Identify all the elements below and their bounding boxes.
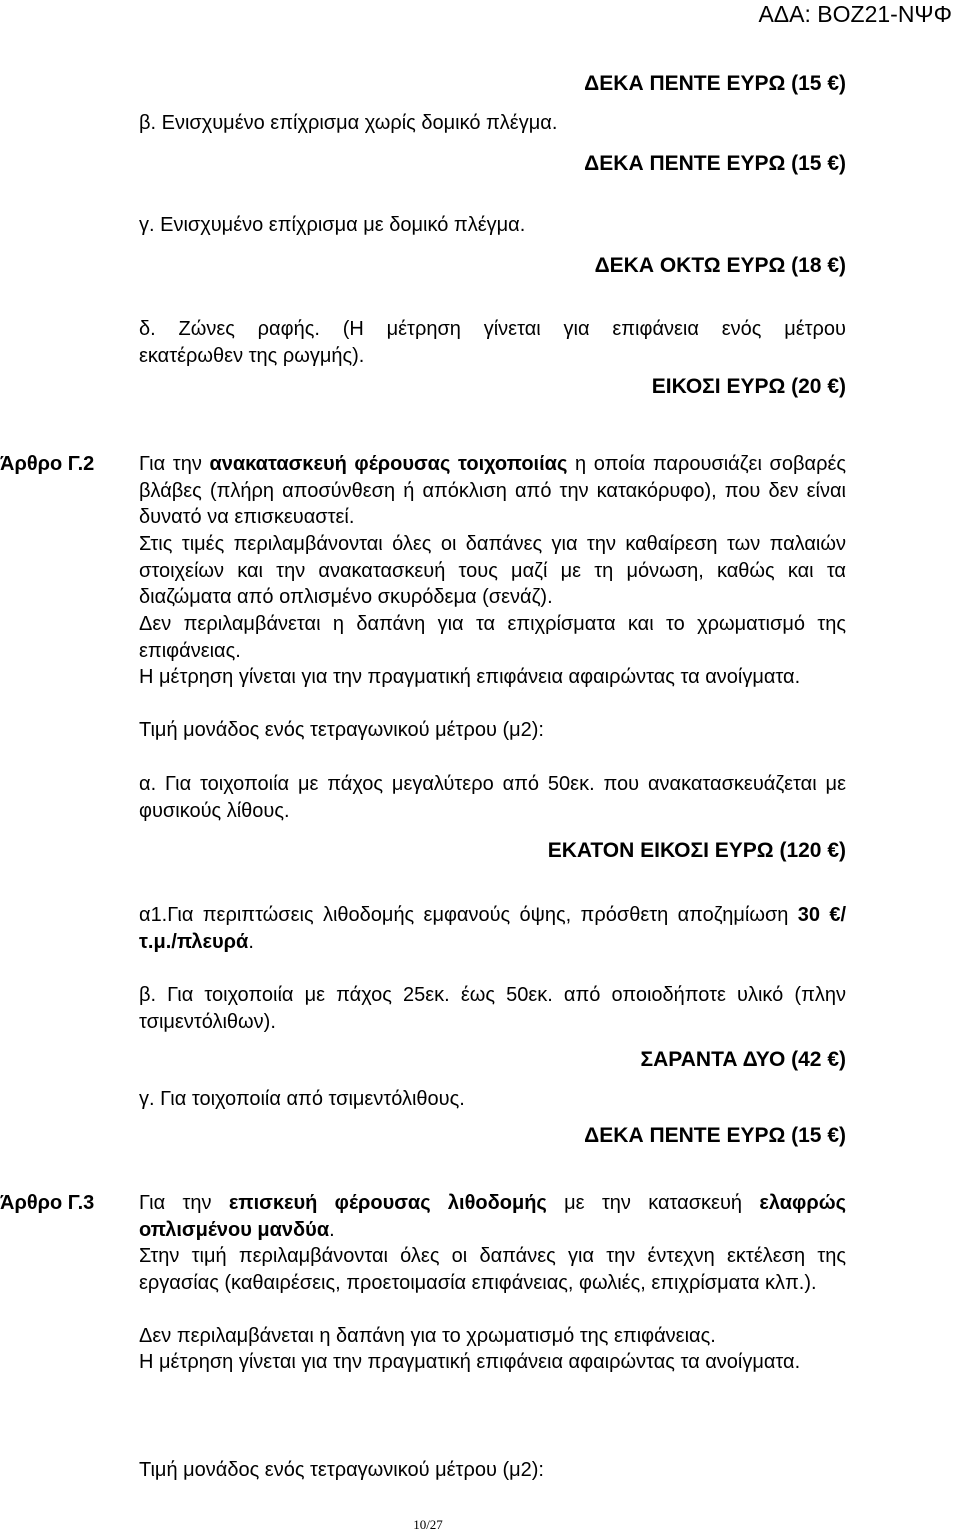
price-line: ΕΙΚΟΣΙ ΕΥΡΩ (20 €) (651, 375, 846, 398)
article-g2-costs: Στις τιμές περιλαμβάνονται όλες οι δαπάνες για την καθαίρεση των παλαιών στοιχείων και την ανακατασκευή τους μαζί με τη μόνωση, καθώς και τα διαζώματα από οπλισμένο σκυρόδεμα (σενάζ). (139, 533, 846, 608)
article-g3-costs: Στην τιμή περιλαμβάνονται όλες οι δαπάνες για την έντεχνη εκτέλεση της εργασίας (καθαιρέσεις, προετοιμασία επιφάνειας, φωλιές, επιχρίσματα κλπ.). (139, 1245, 846, 1294)
item-delta-line2: εκατέρωθεν της ρωγμής). (139, 345, 365, 367)
price-line: ΔΕΚΑ ΠΕΝΤΕ ΕΥΡΩ (15 €) (584, 72, 846, 95)
article-g2-exclusion: Δεν περιλαμβάνεται η δαπάνη για τα επιχρίσματα και το χρωματισμό της επιφάνειας. (139, 613, 846, 662)
article-g2-alpha1: α1.Για περιπτώσεις λιθοδομής εμφανούς όψης, πρόσθετη αποζημίωση 30 €/τ.μ./πλευρά. (139, 904, 847, 953)
article-g3-intro: Για την επισκευή φέρουσας λιθοδομής με την κατασκευή ελαφρώς οπλισμένου μανδύα. (139, 1192, 846, 1241)
article-g2-beta: β. Για τοιχοποιία με πάχος 25εκ. έως 50εκ. από οποιοδήποτε υλικό (πλην τσιμεντόλιθων). (139, 984, 846, 1033)
article-g2-unit-price: Τιμή μονάδος ενός τετραγωνικού μέτρου (μ2): (139, 719, 544, 741)
article-g3-unit-price: Τιμή μονάδος ενός τετραγωνικού μέτρου (μ2): (139, 1459, 544, 1481)
article-g2-measurement: Η μέτρηση γίνεται για την πραγματική επιφάνεια αφαιρώντας τα ανοίγματα. (139, 666, 801, 688)
page-number: 10/27 (413, 1517, 443, 1532)
item-delta-line1: δ. Ζώνες ραφής. (Η μέτρηση γίνεται για επιφάνεια ενός μέτρου (139, 318, 846, 340)
price-line: ΔΕΚΑ ΠΕΝΤΕ ΕΥΡΩ (15 €) (584, 1124, 846, 1147)
price-line: ΔΕΚΑ ΠΕΝΤΕ ΕΥΡΩ (15 €) (584, 152, 846, 175)
article-label-g3: Άρθρο Γ.3 (0, 1192, 95, 1214)
article-label-g2: Άρθρο Γ.2 (0, 453, 95, 475)
item-gamma: γ. Ενισχυμένο επίχρισμα με δομικό πλέγμα. (139, 214, 526, 236)
article-g2-alpha: α. Για τοιχοποιία με πάχος μεγαλύτερο από 50εκ. που ανακατασκευάζεται με φυσικούς λίθους. (139, 773, 846, 822)
price-line: ΔΕΚΑ ΟΚΤΩ ΕΥΡΩ (18 €) (594, 254, 846, 277)
article-g2-gamma: γ. Για τοιχοποιία από τσιμεντόλιθους. (139, 1088, 465, 1110)
article-g2-intro: Για την ανακατασκευή φέρουσας τοιχοποιίας η οποία παρουσιάζει σοβαρές βλάβες (πλήρη αποσύνθεση ή απόκλιση από την κατακόρυφο), που δεν είναι δυνατό να επισκευαστεί. (139, 453, 846, 528)
article-g3-exclusion: Δεν περιλαμβάνεται η δαπάνη για το χρωματισμό της επιφάνειας. (139, 1325, 716, 1347)
ada-code: ΑΔΑ: ΒΟΖ21-ΝΨΦ (758, 1, 952, 27)
item-beta: β. Ενισχυμένο επίχρισμα χωρίς δομικό πλέγμα. (139, 112, 558, 134)
price-line: ΕΚΑΤΟΝ ΕΙΚΟΣΙ ΕΥΡΩ (120 €) (547, 839, 846, 862)
price-line: ΣΑΡΑΝΤΑ ΔΥΟ (42 €) (640, 1048, 846, 1071)
article-g3-measurement: Η μέτρηση γίνεται για την πραγματική επιφάνεια αφαιρώντας τα ανοίγματα. (139, 1351, 801, 1373)
